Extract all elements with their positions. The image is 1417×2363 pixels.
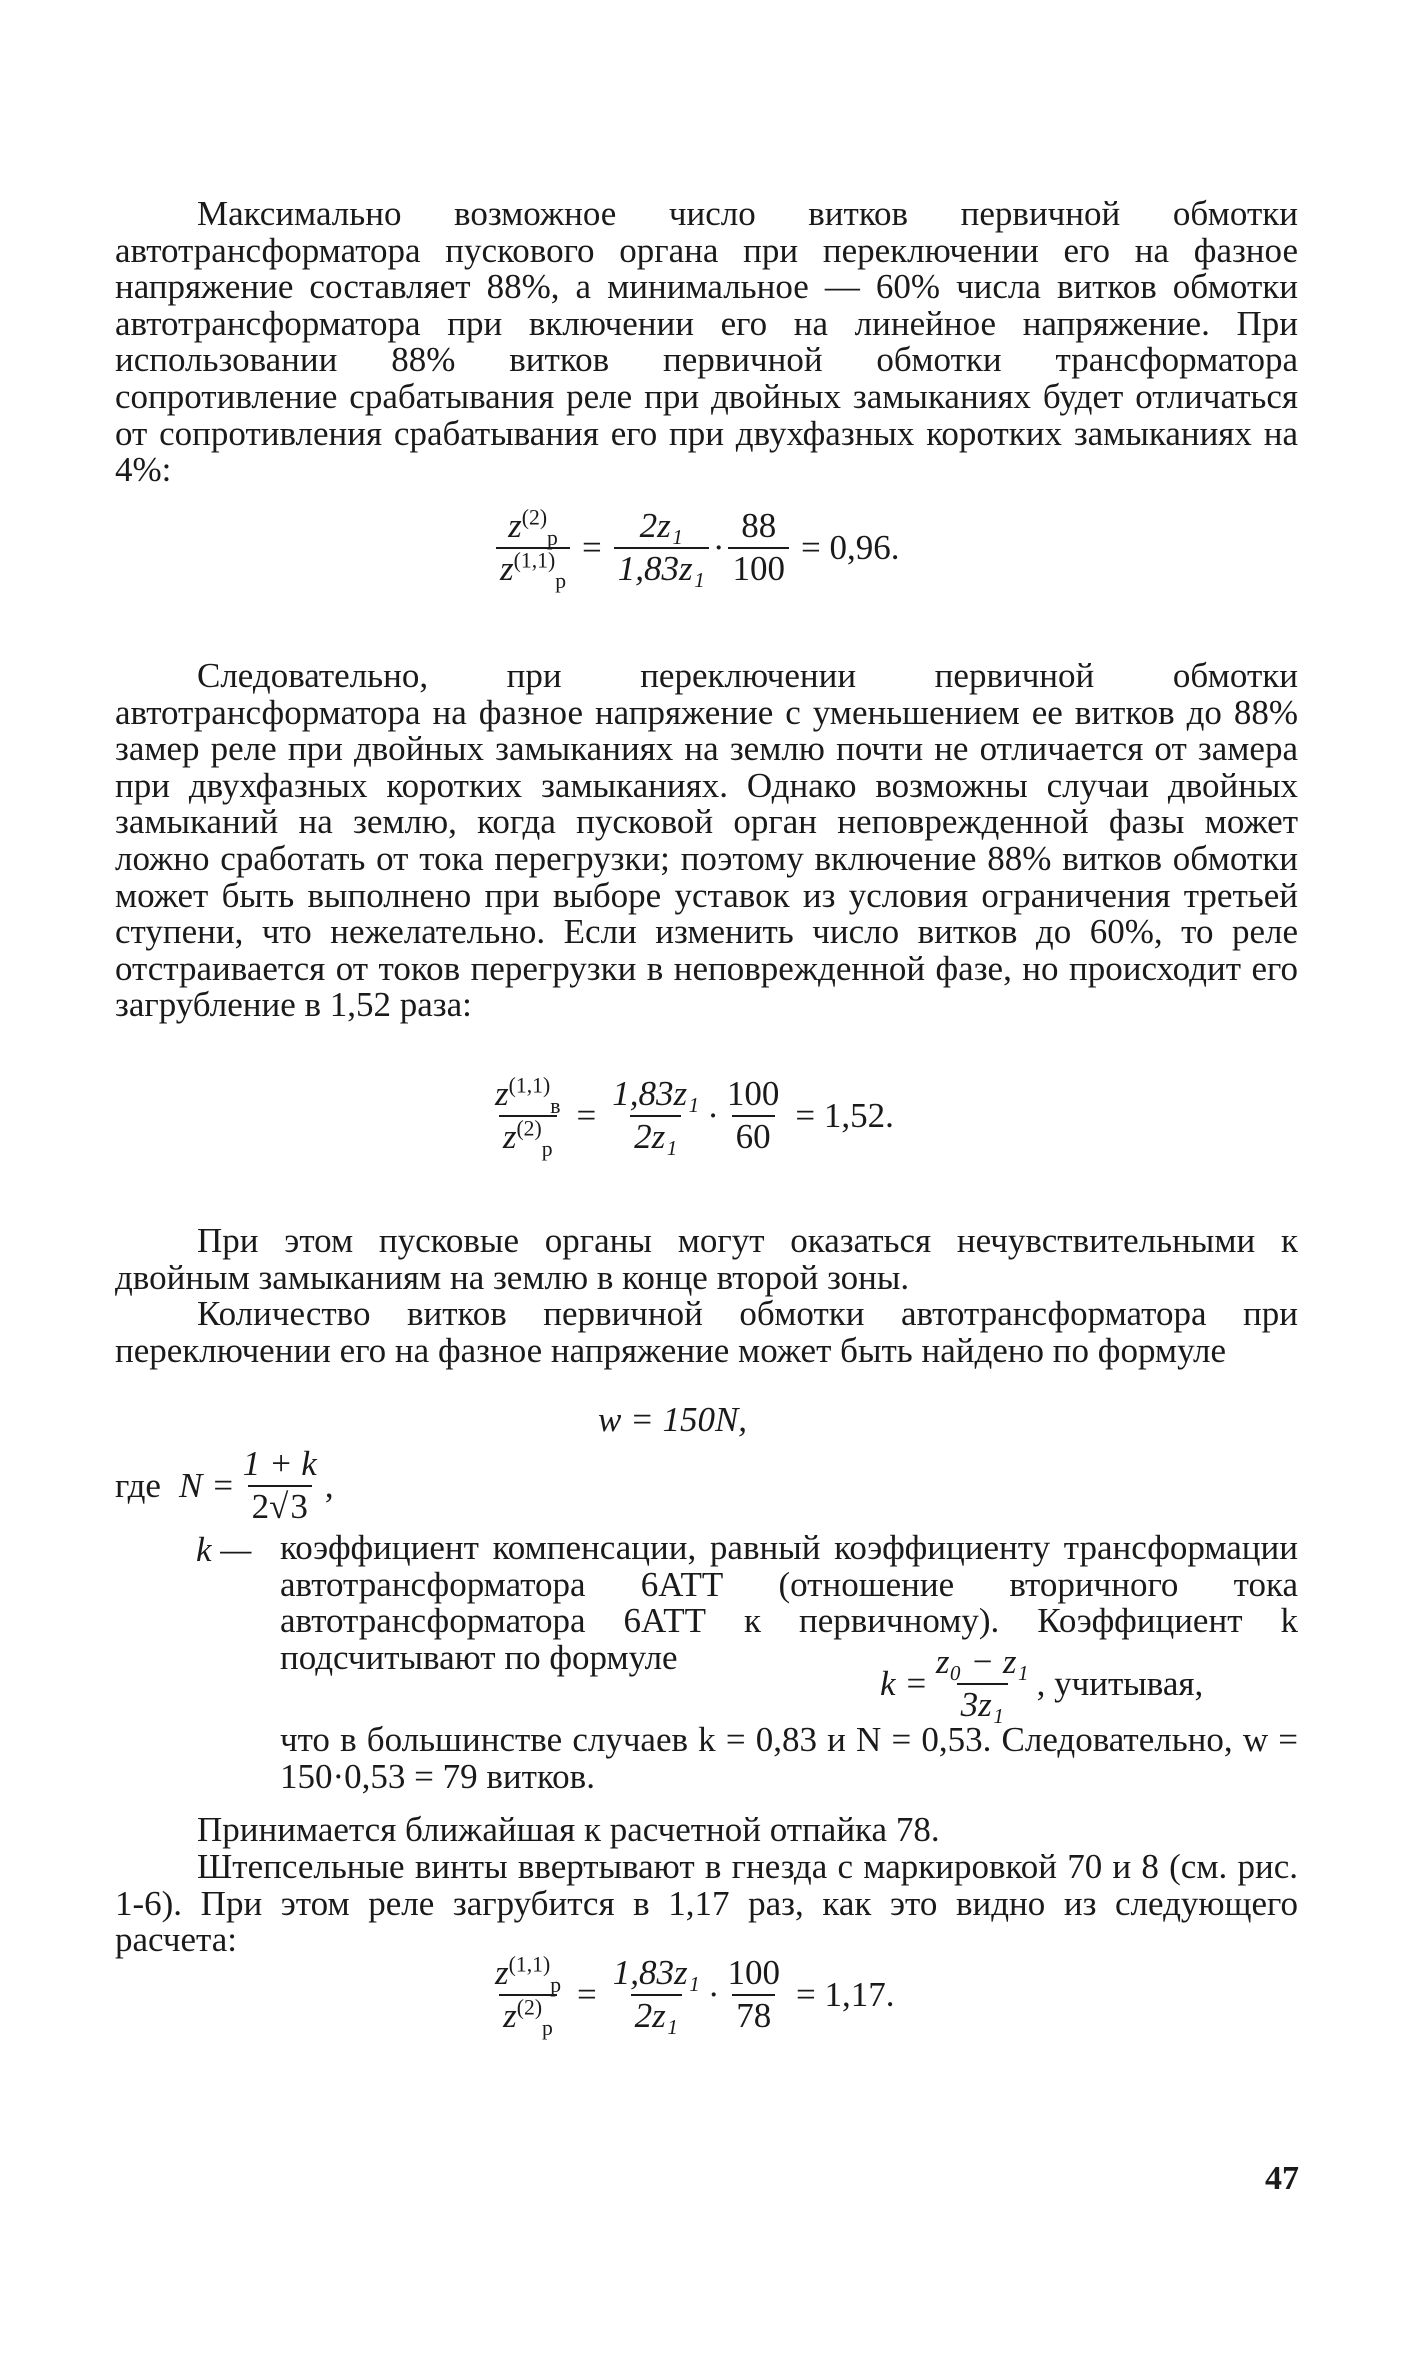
n-fraction: $\frac{1 + k}{2√3}$ [242,1444,317,1526]
paragraph-insensitivity: При этом пусковые органы могут оказаться нечувствительными к двойным замыканиям на землю в конце второй зоны. [115,1221,1298,1297]
formula-k-definition: k = $\frac{\text{z₀ − z₁}}{\text{3z₁}}$ , учитывая, [880,1642,1204,1724]
paragraph-autotransformer-turns: Максимально возможное число витков первичной обмотки автотрансформатора пускового органа при переключении его на фазное напряжение составляет 88%, а минимальное — 60% числа витков обмотки автотрансформатора при включении его на линейное напряжение. При использовании 88% витков первичной обмотки трансформатора сопротивление срабатывания реле при двойных замыканиях будет отличаться от сопротивления срабатывания его при двухфазных коротких замыканиях на 4%: [115,194,1298,490]
formula-n-definition: где N = $\frac{1 + k}{2√3}$ , [115,1444,334,1526]
formula-resistance-ratio-096: $\frac{z^{(2)}_р}{z^{(1,1)}_р}$ = $\frac{\text{2z₁}}{\text{1,83z₁}}$ · $\frac{88}{100}$ = 0,96. [492,508,907,588]
ratio-fraction: $\frac{\text{1,83z₁}}{\text{2z₁}}$ [612,1953,700,2035]
percent-fraction: $\frac{88}{100}$ [728,508,789,588]
lhs-fraction: $\frac{z^{(1,1)}_в}{z^{(2)}_р}$ [495,1073,561,1161]
lhs-fraction: $\frac{z^{(2)}_р}{z^{(1,1)}_р}$ [496,508,570,588]
paragraph-turn-count: Количество витков первичной обмотки автотрансформатора при переключении его на фазное напряжение может быть найдено по формуле [115,1294,1298,1370]
percent-fraction: $\frac{100}{60}$ [726,1074,780,1156]
page-number: 47 [1265,2160,1299,2197]
formula-w-150n: w = 150N, [598,1400,748,1439]
k-definition-text: коэффициент компенсации, равный коэффициенту трансформации автотрансформатора 6АТТ (отношение вторичного тока автотрансформатора 6АТТ к первичному). Коэффициент k подсчитывают по формуле [280,1528,1298,1677]
k-fraction: $\frac{\text{z₀ − z₁}}{\text{3z₁}}$ [935,1642,1029,1724]
k-values-text: что в большинстве случаев k = 0,83 и N = 0,53. Следовательно, w = 150·0,53 = 79 витков. [280,1720,1298,1796]
paragraph-phase-voltage-switch: Следовательно, при переключении первичной обмотки автотрансформатора на фазное напряжение с уменьшением ее витков до 88% замер реле при двойных замыканиях на землю почти не отличается от замера при двухфазных коротких замыканиях. Однако возможны случаи двойных замыканий на землю, когда пусковой орган неповрежденной фазы может ложно сработать от тока перегрузки; поэтому включение 88% витков обмотки может быть выполнено при выборе уставок из условия ограничения третьей ступени, что нежелательно. Если изменить число витков до 60%, то реле отстраивается от токов перегрузки в неповрежденной фазе, но происходит его загрубление в 1,52 раза: [115,656,1298,1025]
formula-coarsening-117: $\frac{z^{(1,1)}_р}{z^{(2)}_р}$ = $\frac{\text{1,83z₁}}{\text{2z₁}}$ · $\frac{100}{78}$ = 1,17. [487,1955,902,2035]
formula-coarsening-152: $\frac{z^{(1,1)}_в}{z^{(2)}_р}$ = $\frac{\text{1,83z₁}}{\text{2z₁}}$ · $\frac{100}{60}$ = 1,52. [487,1076,902,1156]
ratio-fraction: $\frac{\text{2z₁}}{\text{1,83z₁}}$ [614,508,709,588]
ratio-fraction: $\frac{\text{1,83z₁}}{\text{2z₁}}$ [612,1074,700,1156]
paragraph-tap-78: Принимается ближайшая к расчетной отпайка 78. [197,1810,940,1849]
k-label: k — [196,1530,252,1569]
percent-fraction: $\frac{100}{78}$ [727,1953,780,2035]
lhs-fraction: $\frac{z^{(1,1)}_р}{z^{(2)}_р}$ [495,1952,562,2040]
paragraph-plug-screws: Штепсельные винты ввертывают в гнезда с маркировкой 70 и 8 (см. рис. 1-6). При этом реле загрубится в 1,17 раз, как это видно из следующего расчета: [115,1847,1298,1960]
